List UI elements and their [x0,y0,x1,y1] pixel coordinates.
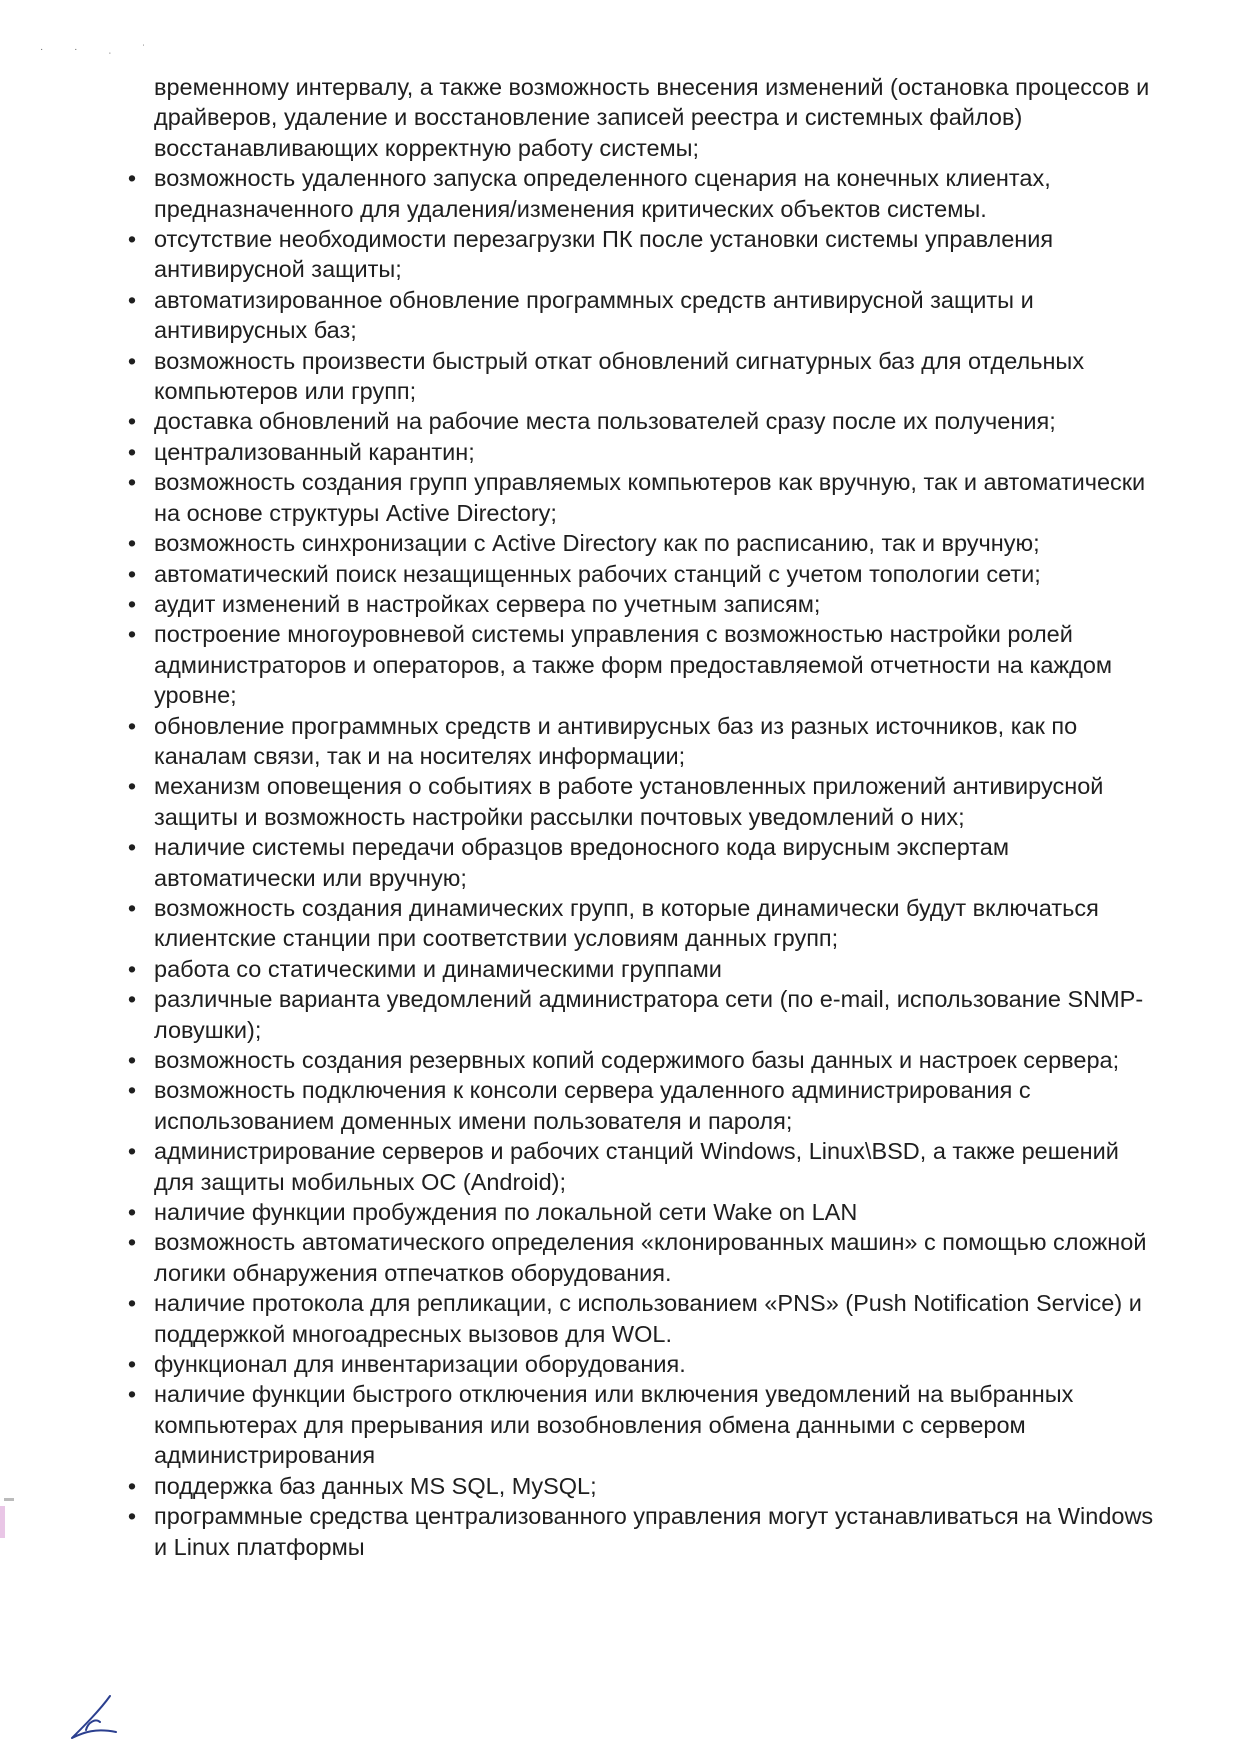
list-item-text: доставка обновлений на рабочие места пользователей сразу после их получения; [154,408,1056,435]
list-item [120,1045,1160,1075]
list-item [120,406,1160,436]
bullet-icon: • [127,226,137,253]
bullet-icon: • [127,1472,137,1499]
bullet-icon: • [127,165,137,192]
list-item [120,1379,1160,1470]
list-item [120,1197,1160,1227]
list-item [120,1349,1160,1379]
list-item-text: обновление программных средств и антивирусных баз из разных источников, как по каналам связи, так и на носителях информации; [154,712,1078,769]
list-item [120,589,1160,619]
requirements-list [120,163,1160,1562]
list-item-text: возможность автоматического определения «клонированных машин» с помощью сложной логики обнаружения отпечатков оборудования. [154,1229,1147,1286]
margin-color-strip [0,1506,5,1538]
bullet-icon: • [127,986,137,1013]
list-item [120,528,1160,558]
bullet-icon: • [127,469,137,496]
bullet-icon: • [127,834,137,861]
bullet-icon: • [127,286,137,313]
bullet-icon: • [127,1138,137,1165]
bullet-icon: • [127,1351,137,1378]
list-item [120,1227,1160,1288]
list-item-text: поддержка баз данных MS SQL, MySQL; [154,1472,597,1499]
list-item [120,163,1160,224]
list-item-text: наличие протокола для репликации, с использованием «PNS» (Push Notification Service) и поддержкой многоадресных вызовов для WOL. [154,1290,1142,1347]
list-item [120,1136,1160,1197]
bullet-icon: • [127,621,137,648]
document-body [120,72,1160,1562]
list-item [120,1471,1160,1501]
bullet-icon: • [127,590,137,617]
signature-icon [66,1692,136,1742]
scan-specks: · · ˌ ˙ [40,44,160,55]
list-item-text: централизованный карантин; [154,438,475,465]
list-item-text: возможность подключения к консоли сервера удаленного администрирования с использованием доменных имени пользователя и пароля; [154,1077,1031,1134]
bullet-icon: • [127,560,137,587]
list-item [120,893,1160,954]
bullet-icon: • [127,1077,137,1104]
list-item-text: автоматический поиск незащищенных рабочих станций с учетом топологии сети; [154,560,1041,587]
list-item-text: механизм оповещения о событиях в работе установленных приложений антивирусной защиты и возможность настройки рассылки почтовых уведомлений о них; [154,773,1104,830]
bullet-icon: • [127,530,137,557]
list-item [120,984,1160,1045]
bullet-icon: • [127,894,137,921]
list-item [120,832,1160,893]
list-item [120,771,1160,832]
list-item-text: возможность создания резервных копий содержимого базы данных и настроек сервера; [154,1047,1120,1073]
bullet-icon: • [127,408,137,435]
list-item [120,346,1160,407]
list-item [120,437,1160,467]
list-item-text: наличие функции быстрого отключения или включения уведомлений на выбранных компьютерах для прерывания или возобновления обмена данными с сервером администрирования [154,1381,1074,1469]
list-item [120,224,1160,285]
list-item-text: программные средства централизованного управления могут устанавливаться на Windows и Linux платформы [154,1503,1154,1560]
list-item-text: автоматизированное обновление программных средств антивирусной защиты и антивирусных баз; [154,286,1034,344]
list-item [120,1501,1160,1562]
bullet-icon: • [127,955,137,982]
bullet-icon: • [127,1229,137,1256]
list-item-text: наличие системы передачи образцов вредоносного кода вирусным экспертам автоматически или вручную; [154,834,1010,891]
bullet-icon: • [127,773,137,800]
list-item [120,1075,1160,1136]
list-item-text: возможность создания динамических групп, в которые динамически будут включаться клиентские станции при соответствии условиям данных групп; [154,894,1099,952]
bullet-icon: • [127,1199,137,1226]
list-item-text: аудит изменений в настройках сервера по учетным записям; [154,590,821,617]
bullet-icon: • [127,1290,137,1317]
bullet-icon: • [127,438,137,465]
list-item [120,559,1160,589]
list-item-text: возможность создания групп управляемых компьютеров как вручную, так и автоматически на основе структуры Active Directory; [154,469,1146,526]
list-item-text: функционал для инвентаризации оборудования. [154,1351,686,1378]
list-item-text: возможность удаленного запуска определенного сценария на конечных клиентах, предназначенного для удаления/изменения критических объектов системы. [154,165,1051,222]
list-item-text: возможность произвести быстрый откат обновлений сигнатурных баз для отдельных компьютеров или групп; [154,347,1085,405]
list-item [120,619,1160,710]
list-item-text: построение многоуровневой системы управления с возможностью настройки ролей администраторов и операторов, а также форм предоставляемой отчетности на каждом уровне; [154,621,1113,709]
list-item [120,1288,1160,1349]
list-item [120,467,1160,528]
margin-mark [4,1498,14,1501]
list-item-text: различные варианта уведомлений администратора сети (по e-mail, использование SNMP-ловушки); [154,986,1144,1043]
list-item [120,954,1160,984]
list-item [120,711,1160,772]
bullet-icon: • [127,1381,137,1408]
bullet-icon: • [127,1503,137,1530]
bullet-icon: • [127,1047,137,1073]
list-item-text: администрирование серверов и рабочих станций Windows, Linux\BSD, а также решений для защиты мобильных ОС (Android); [154,1138,1119,1195]
list-item-text: возможность синхронизации с Active Directory как по расписанию, так и вручную; [154,530,1040,557]
bullet-icon: • [127,347,137,374]
bullet-icon: • [127,712,137,739]
list-item [120,285,1160,346]
lead-paragraph: временному интервалу, а также возможность внесения изменений (остановка процессов и драйверов, удаление и восстановление записей реестра и системных файлов) восстанавливающих корректную работу системы; [154,74,1150,161]
list-item-text: отсутствие необходимости перезагрузки ПК после установки системы управления антивирусной защиты; [154,226,1054,283]
list-item-text: наличие функции пробуждения по локальной сети Wake on LAN [154,1199,858,1226]
list-item-text: работа со статическими и динамическими группами [154,955,722,982]
